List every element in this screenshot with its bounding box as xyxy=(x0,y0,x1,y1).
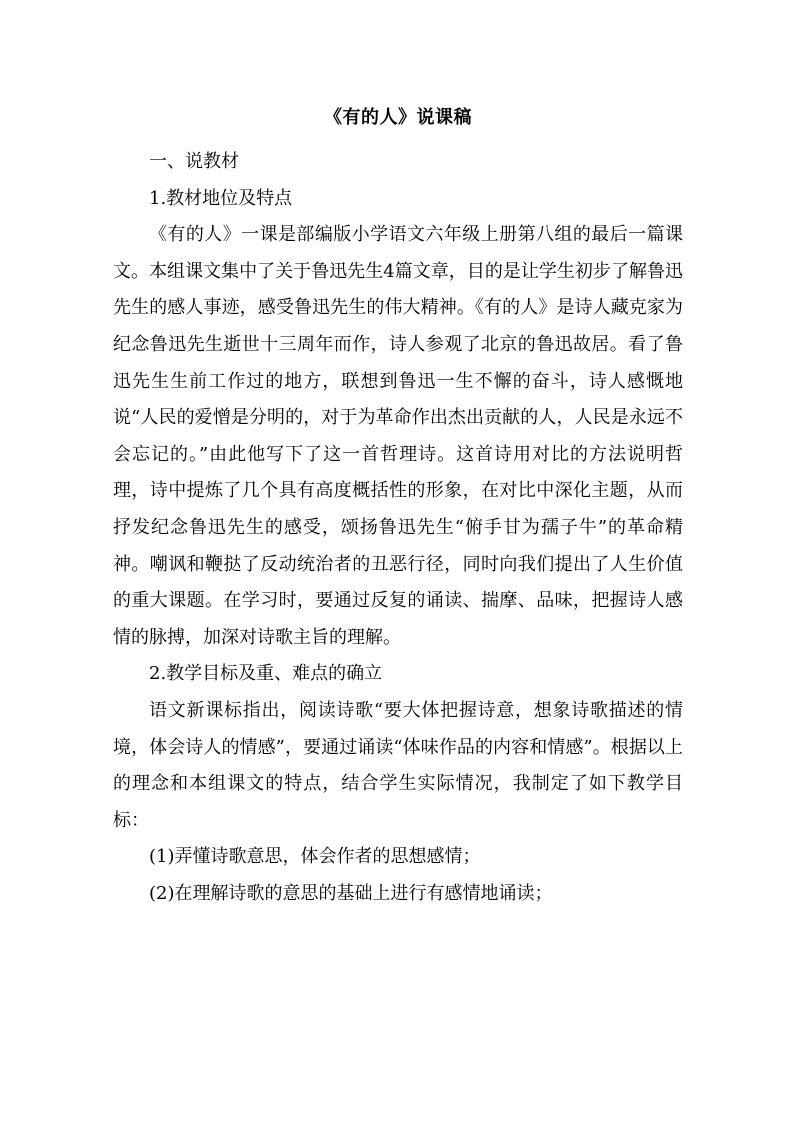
paragraph-material-description: 《有的人》一课是部编版小学语文六年级上册第八组的最后一篇课文。本组课文集中了关于鲁迅先生4篇文章，目的是让学生初步了解鲁迅先生的感人事迹，感受鲁迅先生的伟大精神。《有的人》是诗人藏克家为纪念鲁迅先生逝世十三周年而作，诗人参观了北京的鲁迅故居。看了鲁迅先生生前工作过的地方，联想到鲁迅一生不懈的奋斗，诗人感慨地说“人民的爱憎是分明的，对于为革命作出杰出贡献的人，人民是永远不会忘记的。”由此他写下了这一首哲理诗。这首诗用对比的方法说明哲理，诗中提炼了几个具有高度概括性的形象，在对比中深化主题，从而抒发纪念鲁迅先生的感受，颂扬鲁迅先生“俯手甘为孺子牛”的革命精神。嘲讽和鞭挞了反动统治者的丑恶行径，同时向我们提出了人生价值的重大课题。在学习时，要通过反复的诵读、揣摩、品味，把握诗人感情的脉搏，加深对诗歌主旨的理解。 xyxy=(113,224,683,648)
paragraph-objectives-intro: 语文新课标指出，阅读诗歌“要大体把握诗意，想象诗歌描述的情境，体会诗人的情感”，要通过诵读“体味作品的内容和情感”。根据以上的理念和本组课文的特点，结合学生实际情况，我制定了如下教学目标： xyxy=(113,699,683,831)
subheading-material-position: 1.教材地位及特点 xyxy=(149,187,293,209)
objective-item-2: (2)在理解诗歌的意思的基础上进行有感情地诵读； xyxy=(149,882,553,904)
document-body xyxy=(113,104,683,912)
section-heading-teaching-material: 一、说教材 xyxy=(149,151,239,172)
objective-item-1: (1)弄懂诗歌意思，体会作者的思想感情； xyxy=(149,846,481,868)
subheading-teaching-objectives: 2.教学目标及重、难点的确立 xyxy=(149,663,383,685)
document-title: 《有的人》说课稿 xyxy=(324,107,472,128)
